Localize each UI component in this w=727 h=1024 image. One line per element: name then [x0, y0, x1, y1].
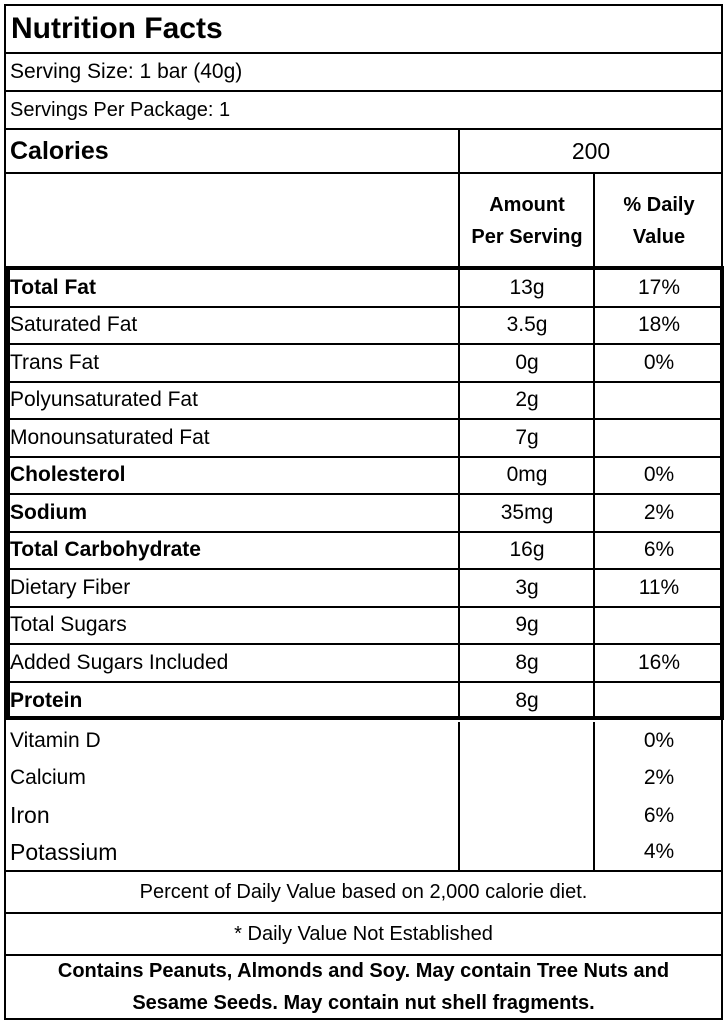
- nutrient-amount: 16g: [509, 538, 545, 562]
- nutrient-amount: 8g: [515, 689, 539, 713]
- vitamin-amount: [459, 797, 595, 835]
- vitamin-daily-value: 2%: [643, 766, 675, 790]
- vitamin-amount: [459, 722, 595, 760]
- vitamin-amount: [459, 760, 595, 798]
- nutrient-daily-value: 16%: [637, 650, 681, 674]
- vitamin-row: [6, 760, 721, 798]
- vitamin-name: Calcium: [10, 766, 86, 790]
- amount-header-line2: Per Serving: [471, 226, 583, 248]
- nutrient-daily-value: 0%: [643, 350, 675, 374]
- nutrient-row: [6, 645, 721, 683]
- nutrient-daily-value: [595, 420, 723, 456]
- nutrient-name: Protein: [10, 689, 83, 713]
- vitamin-name: Potassium: [10, 838, 118, 865]
- nutrient-daily-value: 18%: [637, 313, 681, 337]
- allergen-line2: Sesame Seeds. May contain nut shell fragments.: [132, 992, 595, 1014]
- vitamin-name: Vitamin D: [10, 728, 101, 752]
- vitamin-row: [6, 722, 721, 760]
- allergen-row: [6, 956, 721, 1018]
- footnote-not-established: * Daily Value Not Established: [234, 922, 493, 945]
- nutrition-facts-label: [4, 4, 723, 1020]
- footnote-dv-row: [6, 872, 721, 914]
- nutrient-name: Trans Fat: [10, 350, 100, 374]
- amount-per-serving-header: [459, 174, 595, 268]
- daily-value-header: [595, 174, 723, 268]
- nutrient-row: [6, 533, 721, 571]
- vitamin-daily-value: 0%: [643, 728, 675, 752]
- nutrient-amount: 0g: [515, 350, 539, 374]
- nutrient-name: Total Carbohydrate: [10, 538, 201, 562]
- calories-label: Calories: [10, 136, 109, 165]
- nutrient-amount: 8g: [515, 650, 539, 674]
- calories-row: [6, 130, 721, 174]
- nutrient-name: Cholesterol: [10, 463, 126, 487]
- nutrient-row: [6, 345, 721, 383]
- nutrient-name: Added Sugars Included: [10, 650, 229, 674]
- vitamin-row: [6, 797, 721, 835]
- footnote-daily-value: Percent of Daily Value based on 2,000 calorie diet.: [139, 880, 588, 903]
- nutrient-row: [6, 308, 721, 346]
- nutrient-row: [6, 495, 721, 533]
- nutrient-name: Total Sugars: [10, 613, 127, 637]
- allergen-statement: [6, 956, 721, 1018]
- nutrient-name: Saturated Fat: [10, 313, 138, 337]
- nutrient-row: [6, 608, 721, 646]
- nutrient-name: Monounsaturated Fat: [10, 425, 210, 449]
- nutrient-row: [6, 570, 721, 608]
- calories-value: 200: [571, 137, 611, 164]
- nutrient-name: Dietary Fiber: [10, 575, 131, 599]
- allergen-line1: Contains Peanuts, Almonds and Soy. May contain Tree Nuts and: [57, 960, 670, 982]
- label-title: Nutrition Facts: [11, 12, 223, 45]
- vitamin-daily-value: 4%: [643, 840, 675, 864]
- serving-size: Serving Size: 1 bar (40g): [10, 60, 243, 83]
- nutrient-amount: 9g: [515, 613, 539, 637]
- dv-header-line1: % Daily: [623, 194, 695, 216]
- nutrient-daily-value: 11%: [638, 575, 680, 599]
- servings-per-package: Servings Per Package: 1: [10, 98, 231, 121]
- nutrient-amount: 2g: [515, 388, 539, 412]
- nutrient-amount: 0mg: [506, 463, 548, 487]
- nutrient-row: [6, 420, 721, 458]
- footnote-na-row: [6, 914, 721, 956]
- nutrient-daily-value: 6%: [643, 538, 675, 562]
- vitamin-name: Iron: [10, 802, 50, 829]
- serving-size-row: [6, 54, 721, 92]
- nutrient-daily-value: [595, 683, 723, 721]
- nutrient-daily-value: 2%: [643, 500, 675, 524]
- column-header-row: [6, 174, 721, 268]
- nutrient-amount: 35mg: [500, 500, 554, 524]
- nutrient-daily-value: [595, 383, 723, 419]
- nutrient-amount: 13g: [509, 275, 545, 299]
- vitamin-amount: [459, 835, 595, 871]
- nutrient-row: [6, 458, 721, 496]
- nutrient-row: [6, 383, 721, 421]
- nutrient-daily-value: [595, 608, 723, 644]
- nutrient-amount: 7g: [515, 425, 539, 449]
- nutrient-daily-value: 17%: [637, 275, 681, 299]
- dv-header-line2: Value: [632, 226, 686, 248]
- amount-header-line1: Amount: [489, 194, 565, 216]
- nutrient-name: Polyunsaturated Fat: [10, 388, 198, 412]
- nutrient-row: [6, 683, 721, 721]
- nutrient-amount: 3.5g: [506, 313, 548, 337]
- vitamin-daily-value: 6%: [643, 803, 675, 827]
- nutrient-daily-value: 0%: [643, 463, 675, 487]
- title-row: [6, 6, 721, 54]
- nutrient-name: Total Fat: [10, 275, 96, 299]
- vitamin-row: [6, 835, 721, 873]
- nutrient-name: Sodium: [10, 500, 87, 524]
- nutrient-amount: 3g: [515, 575, 539, 599]
- servings-per-package-row: [6, 92, 721, 130]
- nutrient-row: [6, 270, 721, 308]
